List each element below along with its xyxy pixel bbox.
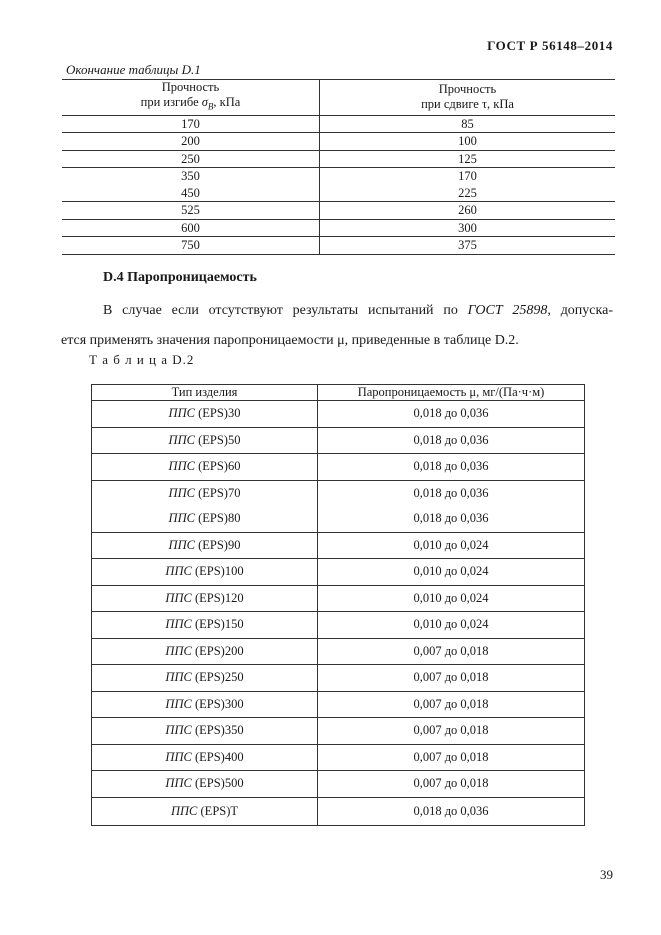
table-row <box>92 480 585 506</box>
product-prefix: ППС <box>165 617 192 632</box>
product-prefix: ППС <box>165 670 192 685</box>
page-number: 39 <box>600 867 613 882</box>
shear-strength-cell: 100 <box>320 133 616 151</box>
bending-strength-cell: 750 <box>62 237 320 255</box>
product-type-cell <box>92 401 318 428</box>
section-heading: D.4 Паропроницаемость <box>103 270 257 285</box>
shear-strength-cell: 85 <box>320 115 616 133</box>
product-prefix: ППС <box>168 537 195 552</box>
product-prefix: ППС <box>168 432 195 447</box>
table1-header-bending-prefix: при изгибе <box>140 95 202 109</box>
product-grade: (EPS)T <box>197 803 239 818</box>
product-prefix: ППС <box>165 643 192 658</box>
bending-strength-cell: 350 <box>181 169 200 184</box>
table2-header-type: Тип изделия <box>92 385 318 401</box>
table2-header-permeability: Паропроницаемость μ, мг/(Па·ч·м) <box>318 385 585 401</box>
table-row <box>62 150 615 168</box>
table1-body <box>62 115 615 254</box>
shear-strength-cell: 225 <box>320 185 616 202</box>
product-type-cell <box>92 771 318 798</box>
product-prefix: ППС <box>165 776 192 791</box>
permeability-value-cell: 0,010 до 0,024 <box>318 532 585 559</box>
permeability-value-cell: 0,018 до 0,036 <box>318 797 585 825</box>
table-row <box>62 133 615 151</box>
table-row <box>92 797 585 825</box>
permeability-value-cell: 0,018 до 0,036 <box>318 427 585 454</box>
shear-strength-cell: 375 <box>320 237 616 255</box>
table1-header-shear <box>320 80 616 116</box>
product-grade: (EPS)250 <box>191 670 244 685</box>
table2-caption: Т а б л и ц а D.2 <box>89 352 195 367</box>
product-grade: (EPS)50 <box>194 432 241 447</box>
table-row <box>92 612 585 639</box>
table1-header-shear-line1: Прочность <box>438 82 497 97</box>
table-row <box>62 237 615 255</box>
product-type-cell <box>92 744 318 771</box>
product-grade: (EPS)400 <box>191 749 244 764</box>
paragraph-line1 <box>61 296 613 326</box>
permeability-value-cell: 0,018 до 0,036 <box>318 454 585 481</box>
product-grade: (EPS)120 <box>191 590 244 605</box>
product-prefix: ППС <box>165 723 192 738</box>
bending-strength-cell: 600 <box>62 219 320 237</box>
sigma-subscript: B <box>207 101 214 112</box>
product-prefix: ППС <box>165 749 192 764</box>
product-grade: (EPS)500 <box>191 776 244 791</box>
product-type-cell <box>92 718 318 745</box>
product-type-cell <box>92 612 318 639</box>
table-row <box>92 506 585 532</box>
product-grade: (EPS)350 <box>191 723 244 738</box>
product-type-cell <box>92 559 318 586</box>
product-type-cell <box>92 506 318 532</box>
table2-header-row <box>92 385 585 401</box>
table-row <box>62 219 615 237</box>
permeability-value-cell: 0,018 до 0,036 <box>318 506 585 532</box>
paragraph-start: В случае если отсутствуют результаты испытаний по <box>103 303 468 318</box>
product-type-cell <box>92 427 318 454</box>
product-prefix: ППС <box>168 511 195 526</box>
product-type-cell <box>92 638 318 665</box>
table1-header-bending-line1: Прочность <box>161 80 220 94</box>
table-row <box>92 585 585 612</box>
product-grade: (EPS)60 <box>194 459 241 474</box>
permeability-value-cell: 0,007 до 0,018 <box>318 718 585 745</box>
table-row <box>92 665 585 692</box>
shear-strength-cell: 260 <box>320 202 616 220</box>
product-type-cell <box>92 585 318 612</box>
bending-strength-cell: 250 <box>62 150 320 168</box>
table-row <box>62 115 615 133</box>
paragraph-line2: ется применять значения паропроницаемости μ, приведенные в таблице D.2. <box>61 333 519 348</box>
table2-body <box>92 401 585 826</box>
document-code: ГОСТ Р 56148–2014 <box>487 38 613 53</box>
product-grade: (EPS)90 <box>194 537 241 552</box>
bending-strength-cell: 525 <box>62 202 320 220</box>
shear-strength-cell: 125 <box>320 150 616 168</box>
permeability-value-cell: 0,007 до 0,018 <box>318 691 585 718</box>
product-type-cell <box>92 797 318 825</box>
table-row <box>92 744 585 771</box>
table-row <box>92 691 585 718</box>
table1-header-row <box>62 80 615 116</box>
product-type-cell <box>92 691 318 718</box>
product-type-cell <box>92 665 318 692</box>
permeability-value-cell: 0,010 до 0,024 <box>318 585 585 612</box>
table-row <box>92 532 585 559</box>
shear-strength-cell: 300 <box>320 219 616 237</box>
permeability-value-cell: 0,018 до 0,036 <box>318 480 585 506</box>
permeability-value-cell: 0,007 до 0,018 <box>318 638 585 665</box>
product-prefix: ППС <box>165 564 192 579</box>
product-prefix: ППС <box>168 485 195 500</box>
table1-caption: Окончание таблицы D.1 <box>66 62 201 77</box>
product-grade: (EPS)70 <box>194 485 241 500</box>
product-type-cell <box>92 532 318 559</box>
table-row <box>92 427 585 454</box>
product-prefix: ППС <box>168 406 195 421</box>
product-type-cell <box>92 454 318 481</box>
table-row <box>92 638 585 665</box>
table-row <box>92 718 585 745</box>
strength-table <box>62 79 615 255</box>
paragraph-end: , допуска- <box>547 303 613 318</box>
permeability-value-cell: 0,007 до 0,018 <box>318 771 585 798</box>
product-grade: (EPS)30 <box>194 406 241 421</box>
product-prefix: ППС <box>170 803 198 818</box>
bending-strength-cell: 200 <box>62 133 320 151</box>
product-prefix: ППС <box>165 590 192 605</box>
standard-link[interactable]: ГОСТ 25898 <box>467 303 548 318</box>
section-paragraph <box>61 296 613 356</box>
product-type-cell <box>92 480 318 506</box>
permeability-table <box>91 384 585 826</box>
table-row <box>62 168 615 185</box>
product-grade: (EPS)200 <box>191 643 244 658</box>
permeability-value-cell: 0,010 до 0,024 <box>318 559 585 586</box>
table1-header-bending <box>62 80 320 116</box>
table-row <box>92 454 585 481</box>
sigma-symbol: σ <box>201 95 208 109</box>
product-grade: (EPS)150 <box>191 617 244 632</box>
permeability-value-cell: 0,007 до 0,018 <box>318 744 585 771</box>
permeability-value-cell: 0,010 до 0,024 <box>318 612 585 639</box>
product-grade: (EPS)300 <box>191 696 244 711</box>
table-row <box>62 202 615 220</box>
table1-header-bending-unit: , кПа <box>213 95 241 109</box>
product-grade: (EPS)100 <box>191 564 244 579</box>
table-row <box>92 401 585 428</box>
product-prefix: ППС <box>168 459 195 474</box>
table1-header-shear-line2: при сдвиге τ, кПа <box>421 97 514 112</box>
table-row <box>92 771 585 798</box>
table-row <box>62 185 615 202</box>
product-prefix: ППС <box>165 696 192 711</box>
shear-strength-cell: 170 <box>320 168 616 185</box>
bending-strength-cell: 450 <box>62 185 320 202</box>
table-row <box>92 559 585 586</box>
product-grade: (EPS)80 <box>194 511 241 526</box>
permeability-value-cell: 0,018 до 0,036 <box>318 401 585 428</box>
permeability-value-cell: 0,007 до 0,018 <box>318 665 585 692</box>
bending-strength-cell: 170 <box>62 115 320 133</box>
